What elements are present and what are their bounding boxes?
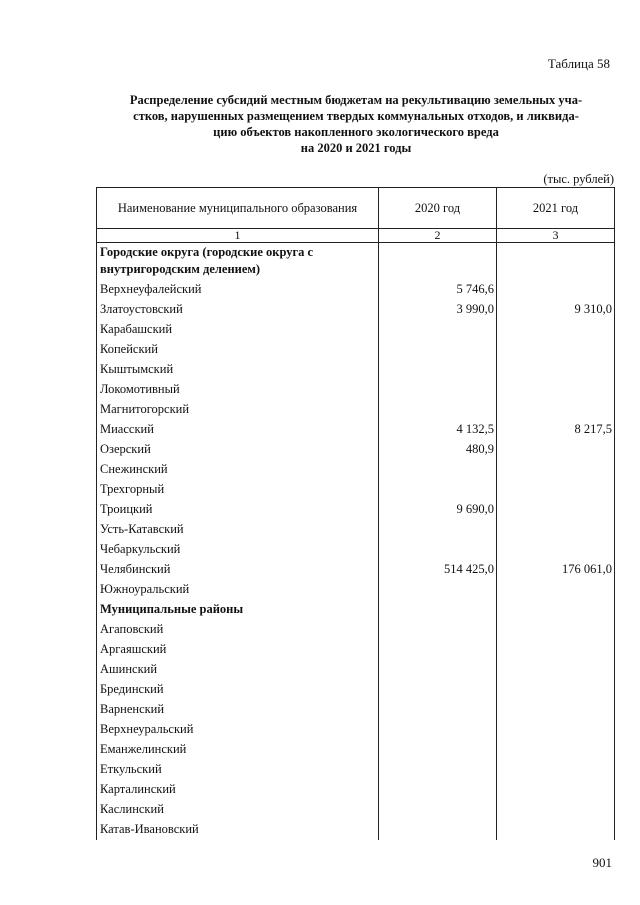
municipality-name: Локомотивный [97,380,379,400]
value-2021 [497,600,615,620]
column-number: 1 [97,229,379,243]
value-2021 [497,800,615,820]
municipality-name: Муниципальные районы [97,600,379,620]
value-2020 [379,680,497,700]
municipality-name: Челябинский [97,560,379,580]
municipality-name: Агаповский [97,620,379,640]
table-row [97,520,615,540]
table-row [97,243,615,281]
municipality-name: Еманжелинский [97,740,379,760]
value-2021 [497,480,615,500]
table-row [97,600,615,620]
value-2020 [379,780,497,800]
title-line: стков, нарушенных размещением твердых коммунальных отходов, и ликвида- [133,109,579,123]
value-2020 [379,660,497,680]
value-2020 [379,740,497,760]
value-2021 [497,400,615,420]
value-2021 [497,520,615,540]
municipality-name: Городские округа (городские округа с внутригородским делением) [97,243,379,281]
table-row [97,480,615,500]
table-row [97,580,615,600]
value-2021: 8 217,5 [497,420,615,440]
table-row [97,500,615,520]
units-label: (тыс. рублей) [543,172,614,186]
table-row [97,660,615,680]
table-row [97,760,615,780]
municipality-name: Верхнеуфалейский [97,280,379,300]
header-row [97,188,615,229]
table-row [97,620,615,640]
municipality-name: Копейский [97,340,379,360]
value-2021: 9 310,0 [497,300,615,320]
table-row [97,460,615,480]
header-municipality: Наименование муниципального образования [97,188,379,229]
table-row [97,820,615,840]
table-row [97,740,615,760]
value-2020: 3 990,0 [379,300,497,320]
table-row [97,320,615,340]
value-2021 [497,380,615,400]
municipality-name: Миасский [97,420,379,440]
municipality-name: Карабашский [97,320,379,340]
value-2021 [497,680,615,700]
page-number: 901 [592,855,612,870]
value-2021: 176 061,0 [497,560,615,580]
value-2021 [497,280,615,300]
value-2021 [497,820,615,840]
value-2020 [379,580,497,600]
table-row [97,640,615,660]
document-title [96,92,616,156]
municipality-name: Магнитогорский [97,400,379,420]
value-2020 [379,320,497,340]
table-row [97,780,615,800]
municipality-name: Озерский [97,440,379,460]
value-2020 [379,243,497,281]
column-number: 2 [379,229,497,243]
table-row [97,800,615,820]
table-row [97,540,615,560]
value-2021 [497,460,615,480]
title-line: цию объектов накопленного экологического вреда [213,125,499,139]
table-row [97,300,615,320]
value-2021 [497,760,615,780]
table-row [97,420,615,440]
value-2020: 514 425,0 [379,560,497,580]
column-number: 3 [497,229,615,243]
table-row [97,380,615,400]
municipality-name: Катав-Ивановский [97,820,379,840]
value-2021 [497,620,615,640]
value-2021 [497,700,615,720]
municipality-name: Златоустовский [97,300,379,320]
value-2021 [497,243,615,281]
table-row [97,360,615,380]
value-2021 [497,540,615,560]
municipality-name: Снежинский [97,460,379,480]
municipality-name: Троицкий [97,500,379,520]
table-row [97,340,615,360]
value-2021 [497,360,615,380]
municipality-name: Аргаяшский [97,640,379,660]
value-2021 [497,780,615,800]
value-2021 [497,320,615,340]
value-2020: 480,9 [379,440,497,460]
value-2020 [379,620,497,640]
municipality-name: Брединский [97,680,379,700]
value-2020 [379,520,497,540]
value-2021 [497,640,615,660]
value-2020 [379,360,497,380]
value-2020 [379,400,497,420]
municipality-name: Усть-Катавский [97,520,379,540]
value-2020 [379,600,497,620]
value-2020 [379,540,497,560]
value-2020 [379,800,497,820]
municipality-name: Варненский [97,700,379,720]
municipality-name: Еткульский [97,760,379,780]
value-2020 [379,720,497,740]
value-2020 [379,380,497,400]
table-row [97,720,615,740]
value-2020: 4 132,5 [379,420,497,440]
table-row [97,700,615,720]
value-2020 [379,640,497,660]
header-2021: 2021 год [497,188,615,229]
table-row [97,560,615,580]
value-2021 [497,340,615,360]
table-row [97,400,615,420]
municipality-name: Ашинский [97,660,379,680]
municipality-name: Трехгорный [97,480,379,500]
value-2020: 5 746,6 [379,280,497,300]
municipality-name: Верхнеуральский [97,720,379,740]
subsidy-table [96,187,615,840]
value-2021 [497,660,615,680]
table-row [97,680,615,700]
value-2020 [379,340,497,360]
value-2021 [497,440,615,460]
value-2020 [379,460,497,480]
municipality-name: Чебаркульский [97,540,379,560]
value-2021 [497,720,615,740]
municipality-name: Кыштымский [97,360,379,380]
value-2020: 9 690,0 [379,500,497,520]
title-line: на 2020 и 2021 годы [300,141,412,155]
municipality-name: Каслинский [97,800,379,820]
value-2021 [497,500,615,520]
municipality-name: Карталинский [97,780,379,800]
title-line: Распределение субсидий местным бюджетам на рекультивацию земельных уча- [129,93,583,107]
value-2020 [379,760,497,780]
table-row [97,440,615,460]
value-2020 [379,820,497,840]
value-2020 [379,480,497,500]
value-2021 [497,580,615,600]
table-body [97,243,615,841]
value-2021 [497,740,615,760]
header-2020: 2020 год [379,188,497,229]
value-2020 [379,700,497,720]
municipality-name: Южноуральский [97,580,379,600]
table-label: Таблица 58 [547,56,610,71]
column-number-row [97,229,615,243]
table-row [97,280,615,300]
